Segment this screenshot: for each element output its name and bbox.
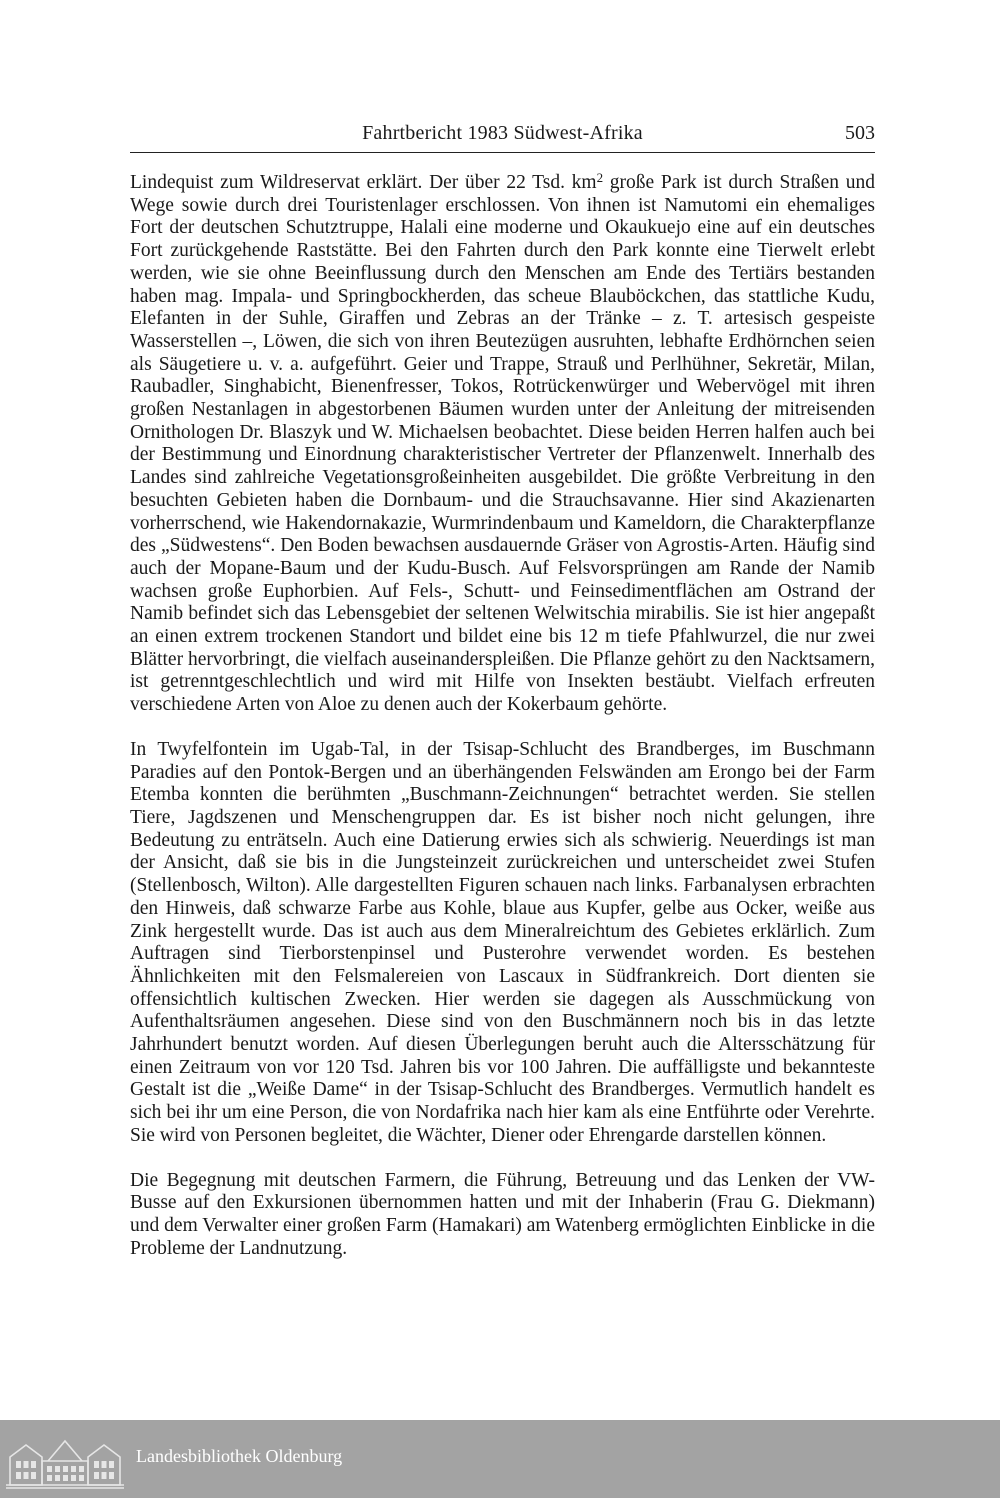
paragraph-1 — [130, 172, 875, 717]
library-name: Landesbibliothek Oldenburg — [136, 1446, 343, 1466]
paragraph-2: In Twyfelfontein im Ugab-Tal, in der Tsisap-Schlucht des Brandberges, im Buschmann Paradies auf den Pontok-Bergen und an überhängenden Felswänden am Erongo bei der Farm Etemba konnten die berühmten „Buschmann-Zeichnungen“ betrachtet werden. Sie stellen Tiere, Jagdszenen und Menschengruppen dar. Es ist bisher noch nicht gelungen, ihre Bedeutung zu enträtseln. Auch eine Datierung erwies sich als schwierig. Neuerdings ist man der Ansicht, daß sie bis in die Jungsteinzeit zurückreichen und unterscheidet zwei Stufen (Stellenbosch, Wilton). Alle dargestellten Figuren schauen nach links. Farbanalysen erbrachten den Hinweis, daß schwarze Farbe aus Kohle, blaue aus Kupfer, gelbe aus Ocker, weiße aus Zink hergestellt wurde. Das ist auch aus dem Mineralreichtum des Gebietes erklärlich. Zum Auftragen sind Tierborstenpinsel und Pusterohre verwendet worden. Es bestehen Ähnlichkeiten mit den Felsmalereien von Lascaux in Südfrankreich. Dort dienten sie offensichtlich kultischen Zwecken. Hier werden sie dagegen als Ausschmückung von Aufenthaltsräumen angesehen. Diese sind von den Buschmännern noch bis in das letzte Jahrhundert benutzt worden. Auf diesen Überlegungen beruht auch die Altersschätzung für einen Zeitraum von vor 120 Tsd. Jahren bis vor 100 Jahren. Die auffälligste und bekannteste Gestalt ist die „Weiße Dame“ in der Tsisap-Schlucht des Brandberges. Vermutlich handelt es sich bei ihr um eine Person, die von Nordafrika nach hier kam als eine Entführte oder Verehrte. Sie wird von Personen begleitet, die Wächter, Diener oder Ehrengarde darstellen können. — [130, 738, 875, 1146]
running-head — [130, 118, 875, 153]
page-number: 503 — [845, 122, 875, 144]
paragraph-1-text-rest: große Park ist durch Straßen und Wege sowie durch drei Touristenlager erschlossen. Von ihnen ist Namutomi ein ehemaliges Fort der deutschen Schutztruppe, Halali eine moderne und Okaukuejo eine auf ein deutsches Fort zurückgehende Raststätte. Bei den Fahrten durch den Park konnte eine Tierwelt erlebt werden, wie sie ohne Beeinflussung durch den Menschen am Ende des Tertiärs bestanden haben mag. Impala- und Springbockherden, das scheue Blauböckchen, das stattliche Kudu, Elefanten in der Suhle, Giraffen und Zebras an der Tränke – z. T. artesisch gespeiste Wasserstellen –, Löwen, die sich von ihren Beutezügen ausruhten, lebhafte Erdhörnchen seien als Säugetiere u. v. a. aufgeführt. Geier und Trappe, Strauß und Perlhühner, Sekretär, Milan, Raubadler, Singhabicht, Bienenfresser, Tokos, Rotrückenwürger und Webervögel mit ihren großen Nestanlagen in abgestorbenen Bäumen wurden unter der Anleitung der mitreisenden Ornithologen Dr. Blaszyk und W. Michaelsen beobachtet. Diese beiden Herren halfen auch bei der Bestimmung und Einordnung charakteristischer Vertreter der Pflanzenwelt. Innerhalb des Landes sind zahlreiche Vegetationsgroßeinheiten ausgebildet. Die größte Verbreitung in den besuchten Gebieten haben die Dornbaum- und die Strauchsavanne. Hier sind Akazienarten vorherrschend, wie Hakendornakazie, Wurmrindenbaum und Kameldorn, die Charakterpflanze des „Südwestens“. Den Boden bewachsen ausdauernde Gräser von Agrostis-Arten. Häufig sind auch der Mopane-Baum und der Kudu-Busch. Auf Felsvorsprüngen am Rande der Namib wachsen große Euphorbien. Auf Fels-, Schutt- und Feinsedimentflächen am Ostrand der Namib befindet sich das Lebensgebiet der seltenen Welwitschia mirabilis. Sie ist hier angepaßt an einen extrem trockenen Standort und bildet eine bis 12 m tiefe Pfahlwurzel, die nur zwei Blätter hervorbringt, die vielfach auseinanderspleißen. Die Pflanze gehört zu den Nacktsamern, ist getrenntgeschlechtlich und wird mit Hilfe von Insekten bestäubt. Vielfach erfreuten verschiedene Arten von Aloe zu denen auch der Kokerbaum gehörte. — [130, 172, 875, 716]
library-building-icon — [4, 1427, 126, 1491]
running-title: Fahrtbericht 1983 Südwest-Afrika — [362, 122, 643, 144]
superscript-2: 2 — [596, 170, 604, 185]
body-text — [130, 172, 875, 1282]
library-footer-bar — [0, 1420, 1000, 1498]
paragraph-3: Die Begegnung mit deutschen Farmern, die Führung, Betreuung und das Lenken der VW-Busse auf den Exkursionen übernommen hatten und mit der Inhaberin (Frau G. Diekmann) und dem Verwalter einer großen Farm (Hamakari) am Watenberg ermöglichten Einblicke in die Probleme der Landnutzung. — [130, 1169, 875, 1259]
paragraph-1-text-start: Lindequist zum Wildreservat erklärt. Der über 22 Tsd. km — [130, 172, 597, 193]
